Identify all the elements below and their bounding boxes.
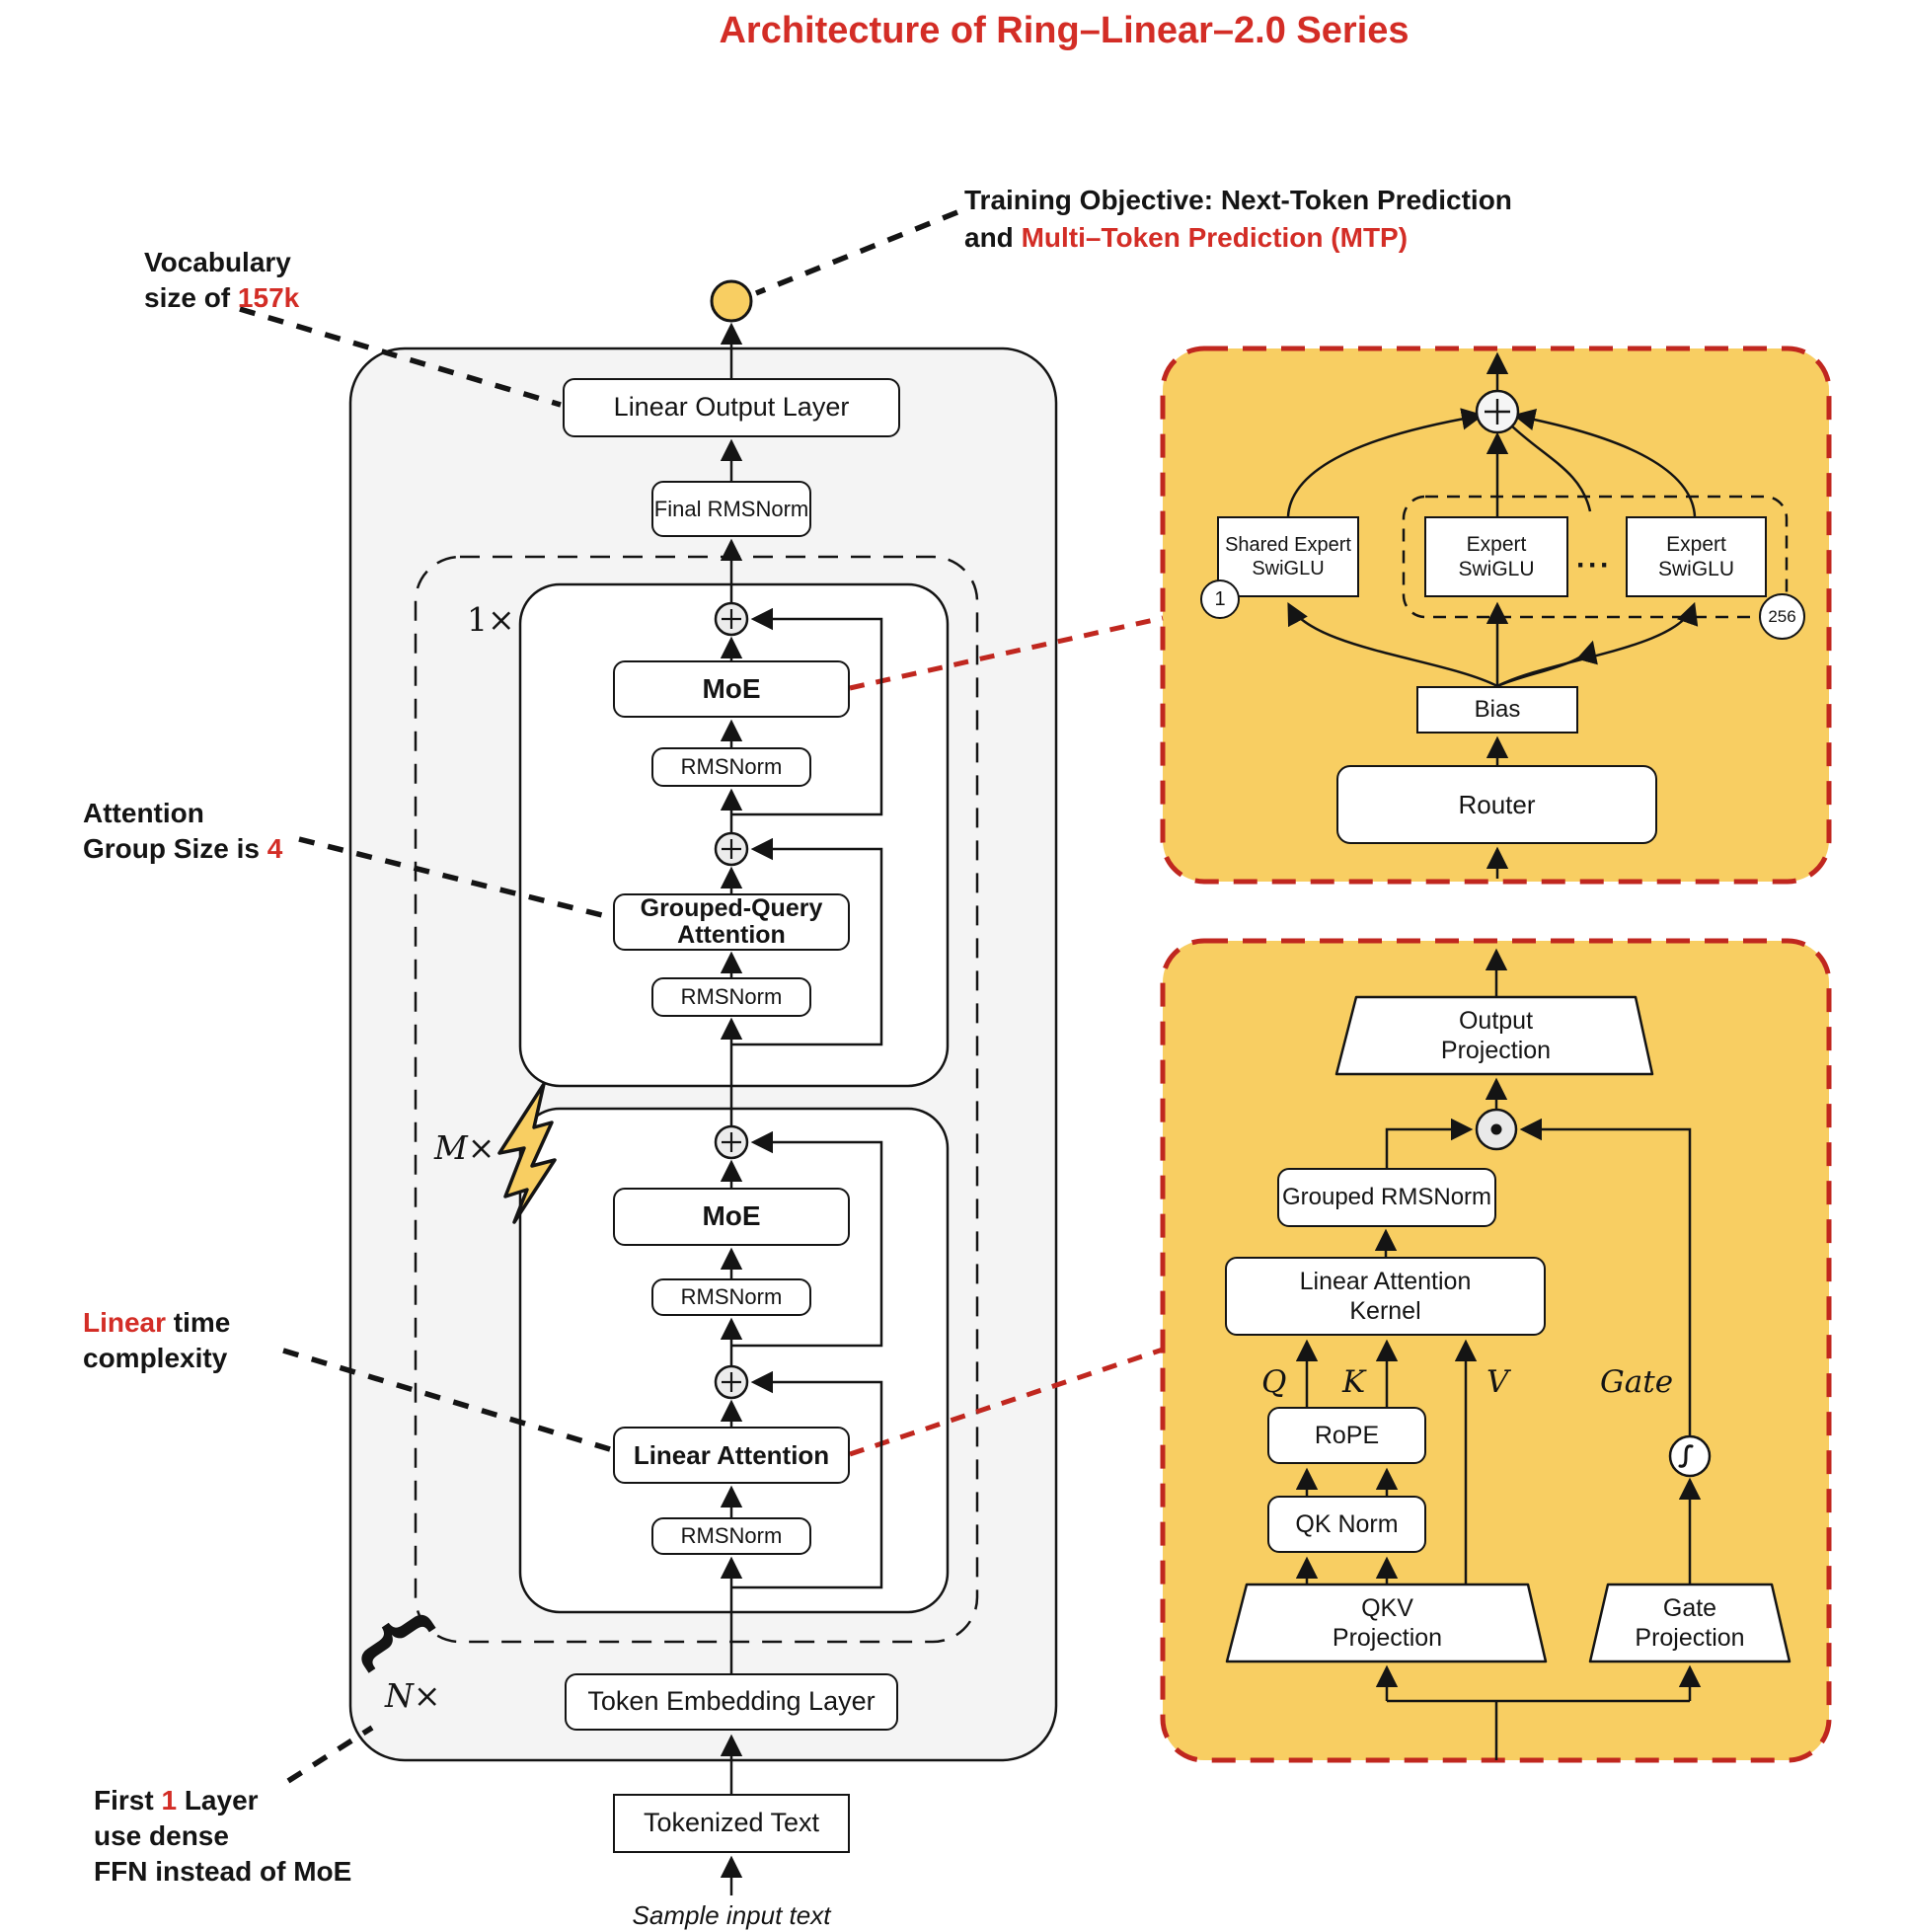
- qkv-projection-label: QKV Projection: [1332, 1594, 1443, 1652]
- experts-ellipsis: ···: [1576, 549, 1612, 581]
- one-x-label: 1×: [467, 600, 515, 639]
- expert-sum-node: [1477, 391, 1518, 432]
- vocabulary-annotation: Vocabulary size of 157k: [144, 247, 300, 313]
- token-embedding-layer-box: Token Embedding Layer: [565, 1673, 898, 1731]
- bias-box: Bias: [1416, 686, 1578, 734]
- gate-label: Gate: [1600, 1364, 1674, 1400]
- grouped-query-attention-box: Grouped-Query Attention: [613, 893, 850, 951]
- dot-product-node: [1477, 1110, 1516, 1149]
- k-label: K: [1342, 1364, 1366, 1400]
- expert-index-first-badge: 1: [1200, 580, 1240, 619]
- rmsnorm-box-4: RMSNorm: [651, 1517, 811, 1555]
- m-x-label: M×: [434, 1128, 495, 1167]
- n-x-label: N×: [385, 1676, 441, 1715]
- linear-attention-box: Linear Attention: [613, 1427, 850, 1484]
- moe-box-2: MoE: [613, 1188, 850, 1246]
- moe-box-1: MoE: [613, 660, 850, 718]
- rmsnorm-box-1: RMSNorm: [651, 747, 811, 787]
- add-node-2: [716, 833, 747, 865]
- n-x-brace: {: [349, 1591, 451, 1675]
- expert-swiglu-box-1: Expert SwiGLU: [1424, 516, 1568, 597]
- first-layer-annotation: First 1 Layer use dense FFN instead of MoE: [94, 1785, 352, 1887]
- expert-index-last-badge: 256: [1759, 593, 1805, 640]
- rope-box: RoPE: [1267, 1407, 1426, 1464]
- training-objective-connector: [756, 212, 957, 293]
- tokenized-text-box: Tokenized Text: [613, 1794, 850, 1853]
- training-objective-annotation: Training Objective: Next-Token Prediction and Multi–Token Prediction (MTP): [964, 185, 1512, 253]
- grouped-rmsnorm-box: Grouped RMSNorm: [1277, 1168, 1496, 1227]
- output-projection-label: Output Projection: [1440, 1007, 1552, 1064]
- page-title: Architecture of Ring–Linear–2.0 Series: [719, 10, 1410, 51]
- expert-swiglu-box-2: Expert SwiGLU: [1626, 516, 1767, 597]
- add-node-4: [716, 1366, 747, 1398]
- output-token-node: [712, 281, 751, 321]
- final-rmsnorm-box: Final RMSNorm: [651, 481, 811, 537]
- v-label: V: [1486, 1364, 1509, 1400]
- attention-group-annotation: Attention Group Size is 4: [83, 798, 283, 864]
- q-label: Q: [1261, 1364, 1287, 1400]
- router-box: Router: [1336, 765, 1657, 844]
- linear-attention-kernel-box: Linear Attention Kernel: [1225, 1257, 1546, 1336]
- linear-complexity-annotation: Linear time complexity: [83, 1307, 231, 1373]
- add-node-3: [716, 1126, 747, 1158]
- sigmoid-node: [1670, 1436, 1710, 1476]
- sample-input-text: Sample input text: [632, 1900, 831, 1930]
- rmsnorm-box-2: RMSNorm: [651, 977, 811, 1017]
- shared-expert-swiglu-box: Shared Expert SwiGLU: [1217, 516, 1359, 597]
- gate-projection-label: Gate Projection: [1635, 1594, 1745, 1652]
- rmsnorm-box-3: RMSNorm: [651, 1278, 811, 1316]
- qk-norm-box: QK Norm: [1267, 1496, 1426, 1553]
- linear-output-layer-box: Linear Output Layer: [563, 378, 900, 437]
- add-node-1: [716, 603, 747, 635]
